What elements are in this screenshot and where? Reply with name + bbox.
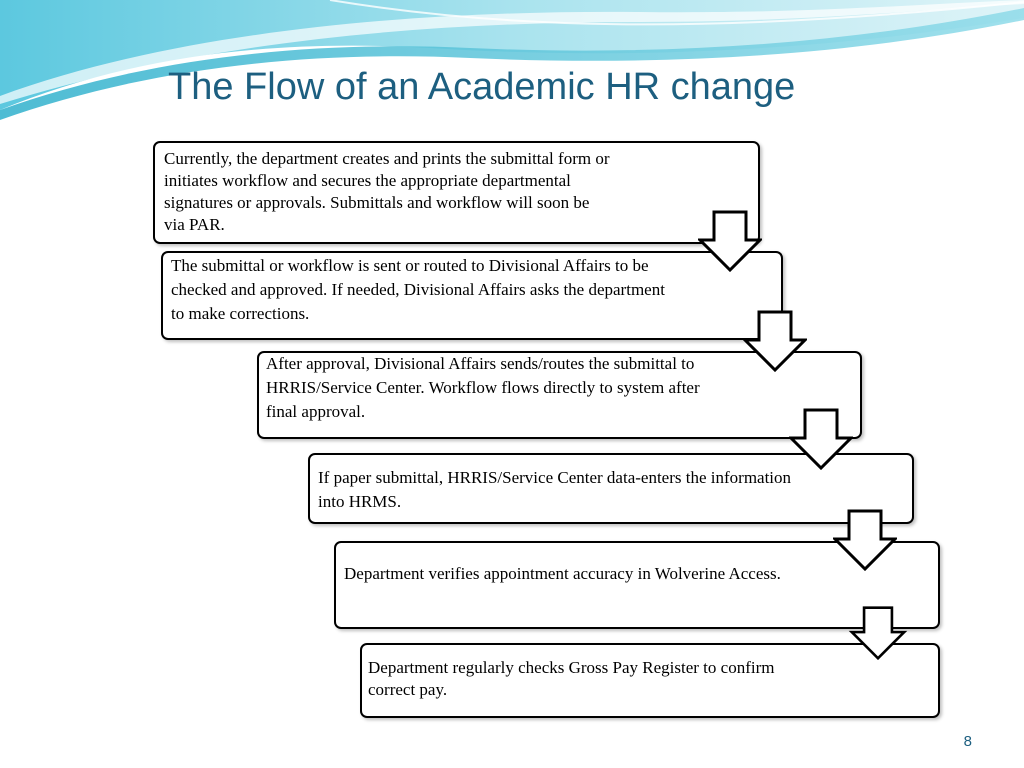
down-arrow-icon [698, 210, 762, 272]
down-arrow-icon [789, 408, 853, 470]
flow-step-4-text: If paper submittal, HRRIS/Service Center data-enters the information into HRMS. [318, 468, 792, 511]
slide-number: 8 [963, 733, 972, 750]
flow-step-2-text: The submittal or workflow is sent or routed to Divisional Affairs to be checked and approved. If needed, Divisional Affairs asks the department to make corrections. [171, 256, 665, 323]
slide-title: The Flow of an Academic HR change [168, 66, 796, 108]
down-arrow-icon [833, 509, 897, 571]
flow-step-6-text: Department regularly checks Gross Pay Register to confirm correct pay. [368, 658, 775, 699]
header-swoosh-decoration [0, 0, 1024, 130]
down-arrow-icon [743, 310, 807, 372]
flow-step-3-text: After approval, Divisional Affairs sends/routes the submittal to HRRIS/Service Center. Workflow flows directly to system after final approval. [266, 354, 700, 421]
flow-step-1-text: Currently, the department creates and prints the submittal form or initiates workflow and secures the appropriate departmental signatures or approvals. Submittals and workflow will soon be via PAR. [164, 149, 610, 234]
flow-step-5-text: Department verifies appointment accuracy in Wolverine Access. [344, 564, 781, 583]
down-arrow-icon [848, 606, 908, 660]
